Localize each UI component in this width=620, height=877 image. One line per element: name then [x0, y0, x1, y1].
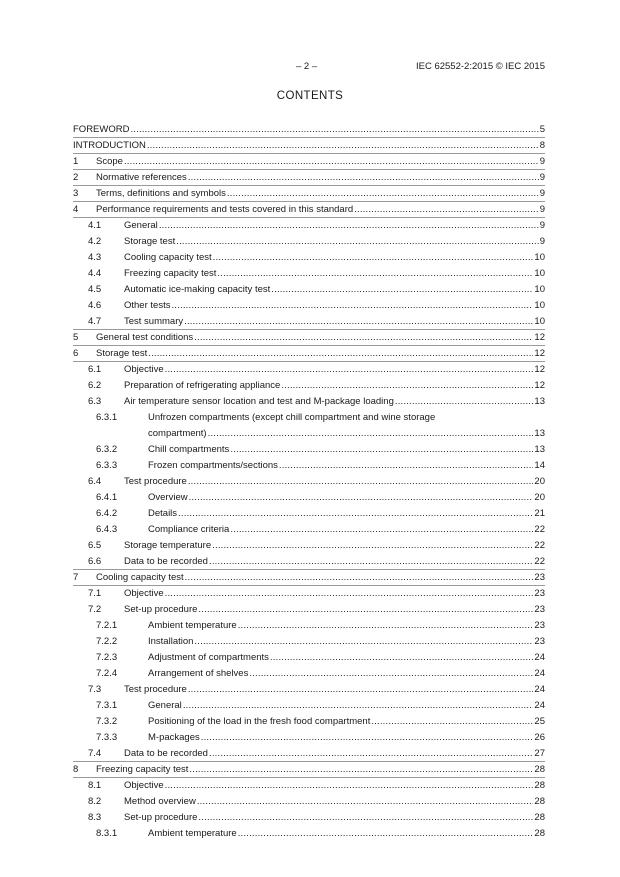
- toc-entry-body: [124, 586, 545, 602]
- dot-leader: [238, 618, 534, 634]
- toc-entry-body: [124, 394, 545, 410]
- toc-entry-page: 9: [539, 156, 545, 167]
- toc-entry-title: Scope: [96, 156, 123, 167]
- toc-entry-title: Data to be recorded: [124, 748, 208, 759]
- toc-entry-body: [124, 602, 545, 618]
- toc-entry[interactable]: [73, 618, 545, 634]
- toc-entry-number: 8: [73, 764, 79, 775]
- toc-entry-number: 6.3.3: [96, 460, 118, 471]
- toc-entry-number: 4.2: [88, 236, 102, 247]
- toc-entry-body: [148, 698, 545, 714]
- toc-entry-number: 6.5: [88, 540, 102, 551]
- toc-entry-number: 7.2: [88, 604, 102, 615]
- toc-entry-title: General: [148, 700, 182, 711]
- standard-reference: IEC 62552-2:2015 © IEC 2015: [415, 61, 545, 72]
- toc-entry-number: 3: [73, 188, 79, 199]
- toc-entry[interactable]: [73, 490, 545, 506]
- toc-entry-page: 24: [534, 700, 545, 711]
- toc-entry[interactable]: [73, 186, 545, 202]
- toc-entry-body: [124, 282, 545, 298]
- toc-entry-body: [148, 730, 545, 746]
- toc-entry[interactable]: [73, 554, 545, 570]
- toc-entry[interactable]: [73, 282, 545, 298]
- toc-entry-body: [124, 266, 545, 282]
- toc-entry-title: Ambient temperature: [148, 828, 237, 839]
- toc-entry-number: 4.7: [88, 316, 102, 327]
- toc-entry[interactable]: [73, 506, 545, 522]
- toc-entry-body: [148, 666, 545, 682]
- toc-entry-body: [148, 410, 545, 442]
- contents-title: CONTENTS: [276, 90, 344, 102]
- toc-entry-body: [124, 314, 545, 330]
- toc-entry-title: M-packages: [148, 732, 200, 743]
- toc-entry[interactable]: [73, 122, 545, 138]
- toc-entry-title: Air temperature sensor location and test and M-package loading: [124, 396, 394, 407]
- toc-entry-page: 24: [534, 668, 545, 679]
- dot-leader: [171, 298, 533, 314]
- toc-entry-title: Test summary: [124, 316, 184, 327]
- dot-leader: [189, 490, 534, 506]
- toc-entry[interactable]: [73, 778, 545, 794]
- toc-entry-body: [124, 810, 545, 826]
- toc-entry[interactable]: [73, 330, 545, 346]
- toc-entry-title: Storage temperature: [124, 540, 212, 551]
- dot-leader: [395, 394, 534, 410]
- toc-entry-title: Storage test: [124, 236, 176, 247]
- toc-entry[interactable]: [73, 266, 545, 282]
- toc-entry-title: Arrangement of shelves: [148, 668, 249, 679]
- toc-entry-title: Automatic ice-making capacity test: [124, 284, 271, 295]
- dot-leader: [227, 186, 539, 202]
- toc-entry-number: 7.3.1: [96, 700, 118, 711]
- toc-entry-page: 23: [534, 636, 545, 647]
- dot-leader: [271, 282, 533, 298]
- toc-entry-page: 25: [534, 716, 545, 727]
- dot-leader: [165, 778, 534, 794]
- toc-entry-title: Normative references: [96, 172, 187, 183]
- toc-entry-page: 23: [534, 588, 545, 599]
- toc-entry-page: 27: [534, 748, 545, 759]
- toc-entry-body: [148, 490, 545, 506]
- toc-entry-body: [148, 458, 545, 474]
- toc-entry-number: 4.1: [88, 220, 102, 231]
- toc-entry-page: 10: [534, 316, 545, 327]
- page-header: [0, 61, 620, 75]
- toc-entry-title: Set-up procedure: [124, 812, 198, 823]
- toc-entry-title: Other tests: [124, 300, 171, 311]
- dot-leader: [208, 426, 534, 442]
- toc-entry-body: [124, 538, 545, 554]
- toc-entry-number: 6.3: [88, 396, 102, 407]
- toc-entry-body: [148, 826, 545, 842]
- toc-entry-page: 28: [534, 796, 545, 807]
- dot-leader: [249, 666, 533, 682]
- page-number: – 2 –: [296, 61, 318, 72]
- toc-entry[interactable]: [73, 634, 545, 650]
- toc-entry-page: 28: [534, 780, 545, 791]
- toc-entry-page: 12: [534, 364, 545, 375]
- toc-entry[interactable]: [73, 442, 545, 458]
- dot-leader: [230, 442, 533, 458]
- toc-entry-page: 23: [534, 620, 545, 631]
- toc-entry-title: Details: [148, 508, 178, 519]
- toc-entry[interactable]: [73, 810, 545, 826]
- dot-leader: [188, 474, 534, 490]
- toc-entry-line: [148, 410, 545, 426]
- toc-entry-body: [148, 650, 545, 666]
- toc-entry-title: Adjustment of compartments: [148, 652, 269, 663]
- toc-entry-line: [148, 426, 545, 442]
- toc-entry-number: 6.6: [88, 556, 102, 567]
- toc-entry-body: [148, 522, 545, 538]
- toc-entry-body: [124, 250, 545, 266]
- toc-entry-title: Frozen compartments/sections: [148, 460, 278, 471]
- toc-entry[interactable]: [73, 138, 545, 154]
- dot-leader: [201, 730, 534, 746]
- toc-entry-page: 12: [534, 380, 545, 391]
- toc-entry[interactable]: [73, 602, 545, 618]
- toc-entry-page: 28: [534, 812, 545, 823]
- toc-entry-page: 14: [534, 460, 545, 471]
- dot-leader: [213, 250, 534, 266]
- toc-entry-body: [96, 570, 545, 586]
- toc-entry[interactable]: [73, 474, 545, 490]
- toc-entry[interactable]: [73, 170, 545, 186]
- dot-leader: [185, 570, 534, 586]
- toc-entry-page: 22: [534, 556, 545, 567]
- toc-entry[interactable]: [73, 666, 545, 682]
- toc-entry-number: 8.1: [88, 780, 102, 791]
- dot-leader: [230, 522, 533, 538]
- toc-entry[interactable]: [73, 586, 545, 602]
- toc-entry-page: 10: [534, 300, 545, 311]
- toc-entry-title: Objective: [124, 588, 164, 599]
- dot-leader: [148, 346, 533, 362]
- toc-entry-body: [124, 474, 545, 490]
- toc-entry-body: [124, 554, 545, 570]
- toc-entry-title: Objective: [124, 780, 164, 791]
- toc-entry[interactable]: [73, 730, 545, 746]
- toc-entry-page: 10: [534, 268, 545, 279]
- dot-leader: [194, 330, 533, 346]
- toc-entry-title: Storage test: [96, 348, 148, 359]
- toc-entry-page: 24: [534, 652, 545, 663]
- toc-entry-title: Overview: [148, 492, 188, 503]
- dot-leader: [198, 602, 533, 618]
- dot-leader: [189, 762, 533, 778]
- dot-leader: [270, 650, 534, 666]
- toc-entry-page: 13: [534, 396, 545, 407]
- toc-entry-page: 26: [534, 732, 545, 743]
- dot-leader: [147, 138, 539, 154]
- toc-entry-page: 5: [539, 124, 545, 135]
- dot-leader: [194, 634, 533, 650]
- dot-leader: [217, 266, 533, 282]
- dot-leader: [197, 794, 534, 810]
- toc-entry-number: 1: [73, 156, 79, 167]
- toc-entry[interactable]: [73, 410, 545, 442]
- dot-leader: [188, 682, 534, 698]
- toc-entry[interactable]: [73, 682, 545, 698]
- dot-leader: [178, 506, 533, 522]
- toc-entry-body: [73, 122, 545, 138]
- toc-entry[interactable]: [73, 394, 545, 410]
- toc-entry-number: 7.4: [88, 748, 102, 759]
- toc-entry-body: [96, 762, 545, 778]
- toc-entry-page: 13: [534, 428, 545, 439]
- toc-entry-body: [96, 202, 545, 218]
- toc-entry-title: Test procedure: [124, 476, 187, 487]
- toc-entry-body: [96, 346, 545, 362]
- toc-entry-body: [96, 170, 545, 186]
- toc-entry-title: Cooling capacity test: [124, 252, 212, 263]
- toc-entry-page: 10: [534, 252, 545, 263]
- toc-entry-body: [124, 378, 545, 394]
- toc-entry-body: [96, 154, 545, 170]
- toc-entry-page: 12: [534, 348, 545, 359]
- toc-entry-title: Freezing capacity test: [96, 764, 189, 775]
- toc-entry-page: 24: [534, 684, 545, 695]
- dot-leader: [130, 122, 538, 138]
- toc-entry-title: Test procedure: [124, 684, 187, 695]
- toc-entry-title: Terms, definitions and symbols: [96, 188, 226, 199]
- toc-entry-number: 6.4.1: [96, 492, 118, 503]
- toc-entry[interactable]: [73, 346, 545, 362]
- toc-entry-page: 9: [539, 236, 545, 247]
- toc-entry-number: 7: [73, 572, 79, 583]
- toc-entry-number: 7.3.3: [96, 732, 118, 743]
- toc-entry[interactable]: [73, 714, 545, 730]
- toc-entry-number: 7.3: [88, 684, 102, 695]
- dot-leader: [159, 218, 539, 234]
- toc-entry-body: [124, 778, 545, 794]
- toc-entry-number: 2: [73, 172, 79, 183]
- toc-entry-number: 6.3.1: [96, 412, 118, 423]
- toc-entry-title: compartment): [148, 428, 207, 439]
- toc-entry-page: 28: [534, 828, 545, 839]
- toc-entry-number: 6.4.2: [96, 508, 118, 519]
- toc-entry-number: 4.5: [88, 284, 102, 295]
- toc-entry-body: [124, 682, 545, 698]
- dot-leader: [281, 378, 533, 394]
- toc-entry[interactable]: [73, 202, 545, 218]
- dot-leader: [183, 698, 534, 714]
- toc-entry-body: [124, 218, 545, 234]
- toc-entry-page: 23: [534, 572, 545, 583]
- dot-leader: [238, 826, 534, 842]
- toc-entry-page: 20: [534, 492, 545, 503]
- toc-entry-page: 28: [534, 764, 545, 775]
- toc-entry-body: [73, 138, 545, 154]
- toc-entry[interactable]: [73, 538, 545, 554]
- dot-leader: [165, 362, 534, 378]
- toc-entry-body: [148, 442, 545, 458]
- toc-entry-title: Preparation of refrigerating appliance: [124, 380, 281, 391]
- toc-entry[interactable]: [73, 522, 545, 538]
- toc-entry-number: 7.1: [88, 588, 102, 599]
- toc-entry-page: 22: [534, 540, 545, 551]
- toc-entry-page: 21: [534, 508, 545, 519]
- toc-entry-page: 22: [534, 524, 545, 535]
- toc-entry[interactable]: [73, 746, 545, 762]
- dot-leader: [184, 314, 533, 330]
- toc-entry-number: 5: [73, 332, 79, 343]
- toc-entry[interactable]: [73, 826, 545, 842]
- toc-entry[interactable]: [73, 698, 545, 714]
- toc-entry[interactable]: [73, 362, 545, 378]
- toc-entry-number: 7.2.2: [96, 636, 118, 647]
- toc-entry-title: Cooling capacity test: [96, 572, 184, 583]
- toc-entry-title: FOREWORD: [73, 124, 130, 135]
- toc-entry-title: General test conditions: [96, 332, 194, 343]
- toc-entry-title: General: [124, 220, 158, 231]
- dot-leader: [371, 714, 533, 730]
- toc-entry-body: [124, 794, 545, 810]
- dot-leader: [354, 202, 539, 218]
- toc-entry[interactable]: [73, 570, 545, 586]
- toc-entry-title: INTRODUCTION: [73, 140, 146, 151]
- toc-entry-title: Compliance criteria: [148, 524, 230, 535]
- dot-leader: [198, 810, 533, 826]
- toc-entry[interactable]: [73, 234, 545, 250]
- toc-entry-number: 7.2.1: [96, 620, 118, 631]
- toc-entry-number: 7.2.4: [96, 668, 118, 679]
- toc-entry-body: [148, 618, 545, 634]
- toc-entry-page: 23: [534, 604, 545, 615]
- toc-entry-number: 4.3: [88, 252, 102, 263]
- toc-entry-number: 6.3.2: [96, 444, 118, 455]
- toc-entry-title: Freezing capacity test: [124, 268, 217, 279]
- toc-entry-page: 9: [539, 204, 545, 215]
- dot-leader: [124, 154, 539, 170]
- dot-leader: [176, 234, 538, 250]
- toc-entry-body: [96, 186, 545, 202]
- toc-entry-body: [96, 330, 545, 346]
- toc-entry[interactable]: [73, 154, 545, 170]
- toc-entry-number: 4.4: [88, 268, 102, 279]
- toc-entry-number: 6.1: [88, 364, 102, 375]
- toc-entry-title: Positioning of the load in the fresh food compartment: [148, 716, 371, 727]
- toc-entry-title: Ambient temperature: [148, 620, 237, 631]
- toc-entry-body: [124, 298, 545, 314]
- toc-entry-number: 8.2: [88, 796, 102, 807]
- toc-entry-number: 4: [73, 204, 79, 215]
- toc-entry-body: [124, 234, 545, 250]
- toc-entry-body: [148, 714, 545, 730]
- dot-leader: [165, 586, 534, 602]
- dot-leader: [188, 170, 539, 186]
- toc-entry-page: 12: [534, 332, 545, 343]
- toc-entry-page: 20: [534, 476, 545, 487]
- toc-entry-title: Data to be recorded: [124, 556, 208, 567]
- toc-entry-title: Performance requirements and tests covered in this standard: [96, 204, 354, 215]
- toc-entry[interactable]: [73, 794, 545, 810]
- toc-entry-page: 8: [539, 140, 545, 151]
- toc-entry-page: 9: [539, 220, 545, 231]
- table-of-contents: [73, 122, 545, 842]
- toc-entry-title: Set-up procedure: [124, 604, 198, 615]
- toc-entry[interactable]: [73, 650, 545, 666]
- toc-entry-number: 8.3.1: [96, 828, 118, 839]
- toc-entry-body: [148, 634, 545, 650]
- toc-entry[interactable]: [73, 458, 545, 474]
- dot-leader: [279, 458, 534, 474]
- toc-entry-page: 13: [534, 444, 545, 455]
- toc-entry-title: Installation: [148, 636, 194, 647]
- dot-leader: [212, 538, 533, 554]
- toc-entry-title: Objective: [124, 364, 164, 375]
- toc-entry-number: 4.6: [88, 300, 102, 311]
- toc-entry-page: 9: [539, 172, 545, 183]
- toc-entry-body: [124, 362, 545, 378]
- toc-entry-number: 8.3: [88, 812, 102, 823]
- toc-entry-title: Chill compartments: [148, 444, 230, 455]
- toc-entry[interactable]: [73, 298, 545, 314]
- toc-entry-number: 7.2.3: [96, 652, 118, 663]
- dot-leader: [209, 746, 533, 762]
- toc-entry[interactable]: [73, 762, 545, 778]
- toc-entry-number: 6.4: [88, 476, 102, 487]
- toc-entry-page: 10: [534, 284, 545, 295]
- toc-entry-body: [124, 746, 545, 762]
- toc-entry-body: [148, 506, 545, 522]
- toc-entry-number: 6.2: [88, 380, 102, 391]
- toc-entry-page: 9: [539, 188, 545, 199]
- toc-entry-title: Unfrozen compartments (except chill compartment and wine storage: [148, 412, 436, 423]
- toc-entry[interactable]: [73, 218, 545, 234]
- toc-entry-number: 6.4.3: [96, 524, 118, 535]
- toc-entry-number: 6: [73, 348, 79, 359]
- toc-entry[interactable]: [73, 250, 545, 266]
- dot-leader: [209, 554, 533, 570]
- toc-entry-number: 7.3.2: [96, 716, 118, 727]
- toc-entry-title: Method overview: [124, 796, 196, 807]
- toc-entry[interactable]: [73, 378, 545, 394]
- toc-entry[interactable]: [73, 314, 545, 330]
